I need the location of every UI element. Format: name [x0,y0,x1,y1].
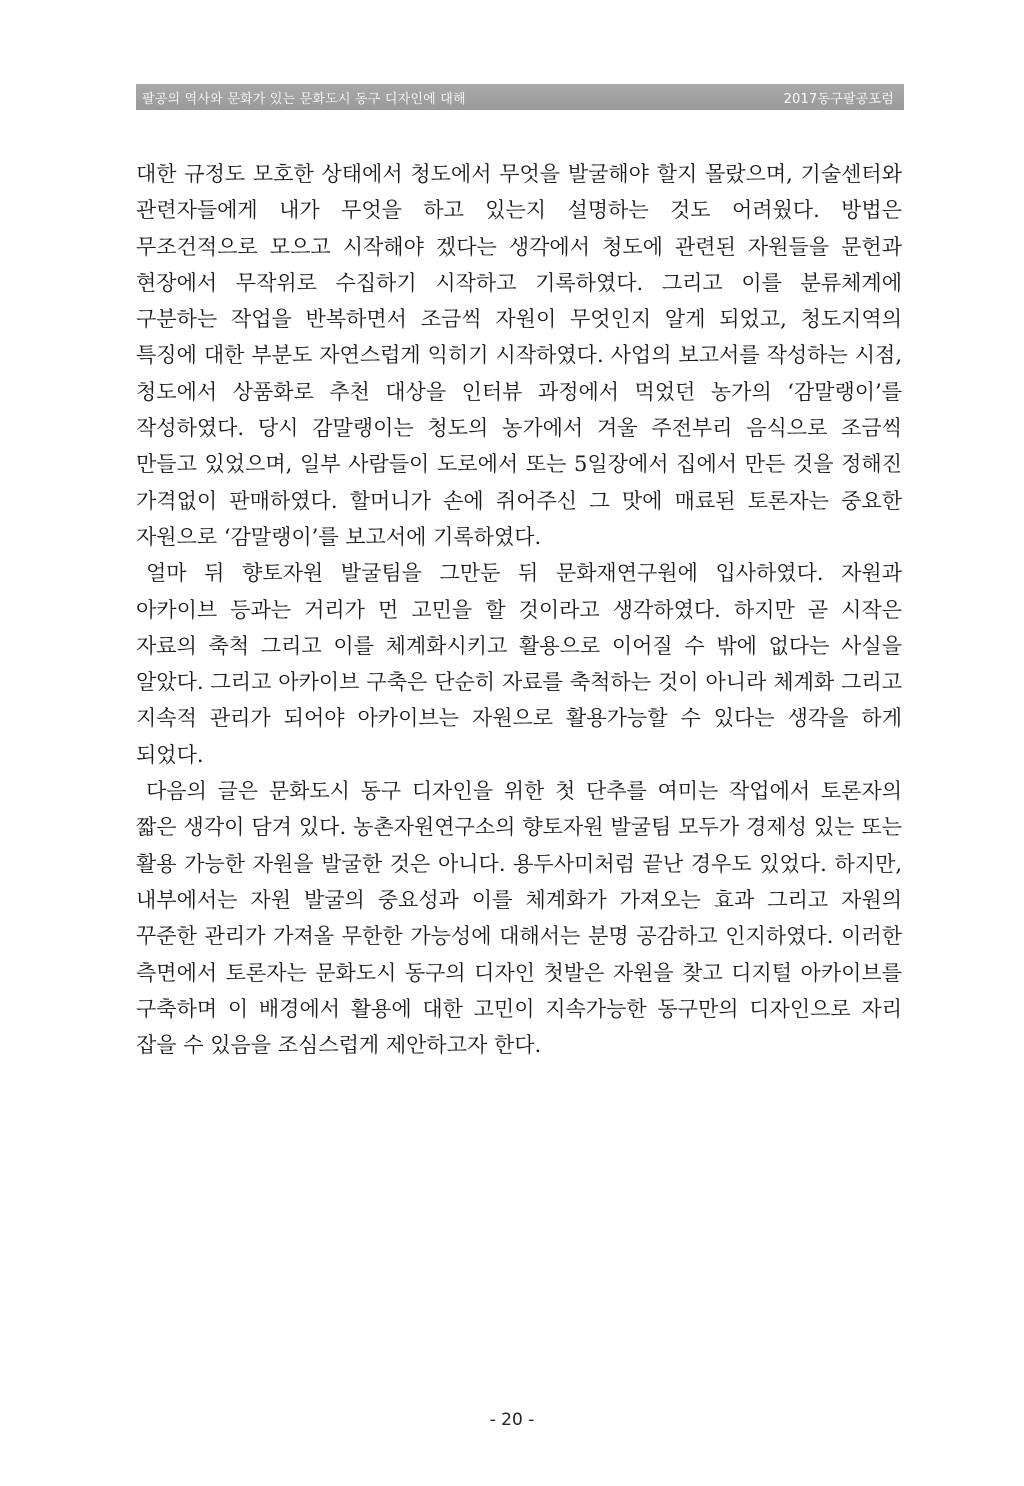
header-forum-name: 2017동구팔공포럼 [783,91,894,107]
body-text [136,156,902,1063]
page-number: - 20 - [489,1410,535,1430]
header-title: 팔공의 역사와 문화가 있는 문화도시 동구 디자인에 대해 [142,91,466,107]
paragraph: 얼마 뒤 향토자원 발굴팀을 그만둔 뒤 문화재연구원에 입사하였다. 자원과 아카이브 등과는 거리가 먼 고민을 할 것이라고 생각하였다. 하지만 곧 시작은 자료의 축척 그리고 이를 체계화시키고 활용으로 이어질 수 밖에 없다는 사실을 알았다. 그리고 아카이브 구축은 단순히 자료를 축척하는 것이 아니라 체계화 그리고 지속적 관리가 되어야 아카이브는 자원으로 활용가능할 수 있다는 생각을 하게 되었다. [136,561,902,767]
paragraph: 대한 규정도 모호한 상태에서 청도에서 무엇을 발굴해야 할지 몰랐으며, 기술센터와 관련자들에게 내가 무엇을 하고 있는지 설명하는 것도 어려웠다. 방법은 무조건적으로 모으고 시작해야 겠다는 생각에서 청도에 관련된 자원들을 문헌과 현장에서 무작위로 수집하기 시작하고 기록하였다. 그리고 이를 분류체계에 구분하는 작업을 반복하면서 조금씩 자원이 무엇인지 알게 되었고, 청도지역의 특징에 대한 부분도 자연스럽게 익히기 시작하였다. 사업의 보고서를 작성하는 시점, 청도에서 상품화로 추천 대상을 인터뷰 과정에서 먹었던 농가의 ‘감말랭이’를 작성하였다. 당시 감말랭이는 청도의 농가에서 겨울 주전부리 음식으로 조금씩 만들고 있었으며, 일부 사람들이 도로에서 또는 5일장에서 집에서 만든 것을 정해진 가격없이 판매하였다. 할머니가 손에 쥐어주신 그 맛에 매료된 토론자는 중요한 자원으로 ‘감말랭이’를 보고서에 기록하였다. [136,162,902,549]
running-header [136,84,904,110]
paragraph: 다음의 글은 문화도시 동구 디자인을 위한 첫 단추를 여미는 작업에서 토론자의 짧은 생각이 담겨 있다. 농촌자원연구소의 향토자원 발굴팀 모두가 경제성 있는 또는 활용 가능한 자원을 발굴한 것은 아니다. 용두사미처럼 끝난 경우도 있었다. 하지만, 내부에서는 자원 발굴의 중요성과 이를 체계화가 가져오는 효과 그리고 자원의 꾸준한 관리가 가져올 무한한 가능성에 대해서는 분명 공감하고 인지하였다. 이러한 측면에서 토론자는 문화도시 동구의 디자인 첫발은 자원을 찾고 디지털 아카이브를 구축하며 이 배경에서 활용에 대한 고민이 지속가능한 동구만의 디자인으로 자리 잡을 수 있음을 조심스럽게 제안하고자 한다. [136,779,902,1058]
